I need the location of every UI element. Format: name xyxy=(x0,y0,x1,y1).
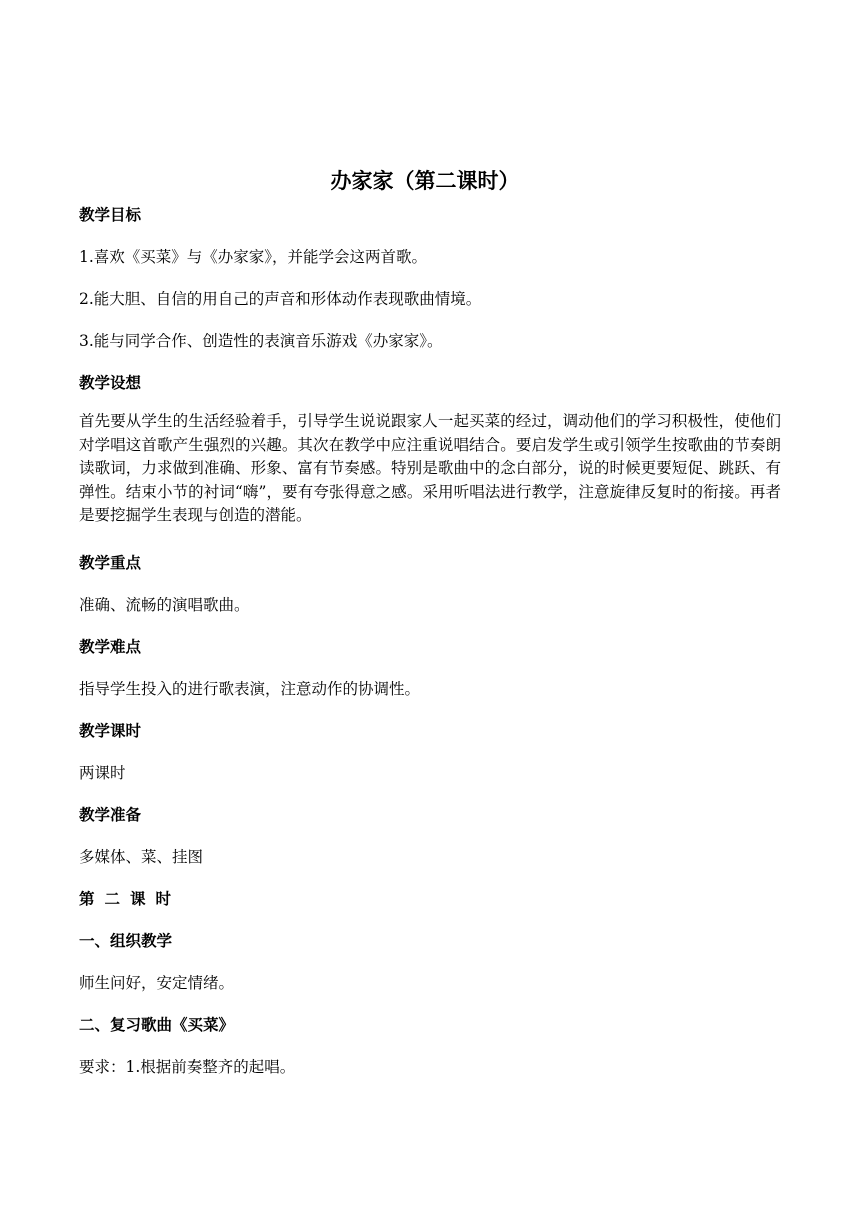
heading-key-points: 教学重点 xyxy=(79,553,142,572)
goal-item-1: 1.喜欢《买菜》与《办家家》，并能学会这两首歌。 xyxy=(79,248,428,266)
step-2-text: 要求：1.根据前奏整齐的起唱。 xyxy=(79,1057,296,1076)
heading-lesson: 第二课时 xyxy=(79,889,182,908)
heading-periods: 教学课时 xyxy=(79,721,142,740)
document-body xyxy=(79,200,781,1094)
heading-step-1: 一、组织教学 xyxy=(79,931,173,950)
periods-text: 两课时 xyxy=(79,763,126,782)
key-points-text: 准确、流畅的演唱歌曲。 xyxy=(79,595,250,614)
step-1-text: 师生问好，安定情绪。 xyxy=(79,973,235,992)
difficulties-text: 指导学生投入的进行歌表演，注意动作的协调性。 xyxy=(79,679,421,698)
heading-goals: 教学目标 xyxy=(79,206,142,224)
heading-idea: 教学设想 xyxy=(79,374,142,392)
preparation-text: 多媒体、菜、挂图 xyxy=(79,847,204,866)
heading-preparation: 教学准备 xyxy=(79,805,142,824)
heading-step-2: 二、复习歌曲《买菜》 xyxy=(79,1015,235,1034)
idea-paragraph: 首先要从学生的生活经验着手，引导学生说说跟家人一起买菜的经过，调动他们的学习积极性，使他们对学唱这首歌产生强烈的兴趣。其次在教学中应注重说唱结合。要启发学生或引领学生按歌曲的节奏朗读歌词，力求做到准确、形象、富有节奏感。特别是歌曲中的念白部分，说的时候更要短促、跳跃、有弹性。结束小节的衬词“嗨”，要有夸张得意之感。采用听唱法进行教学，注意旋律反复时的衔接。再者是要挖掘学生表现与创造的潜能。 xyxy=(79,412,781,524)
document-title: 办家家（第二课时） xyxy=(330,169,520,193)
goal-item-3: 3.能与同学合作、创造性的表演音乐游戏《办家家》。 xyxy=(79,332,443,350)
goal-item-2: 2.能大胆、自信的用自己的声音和形体动作表现歌曲情境。 xyxy=(79,290,482,308)
heading-difficulties: 教学难点 xyxy=(79,637,142,656)
